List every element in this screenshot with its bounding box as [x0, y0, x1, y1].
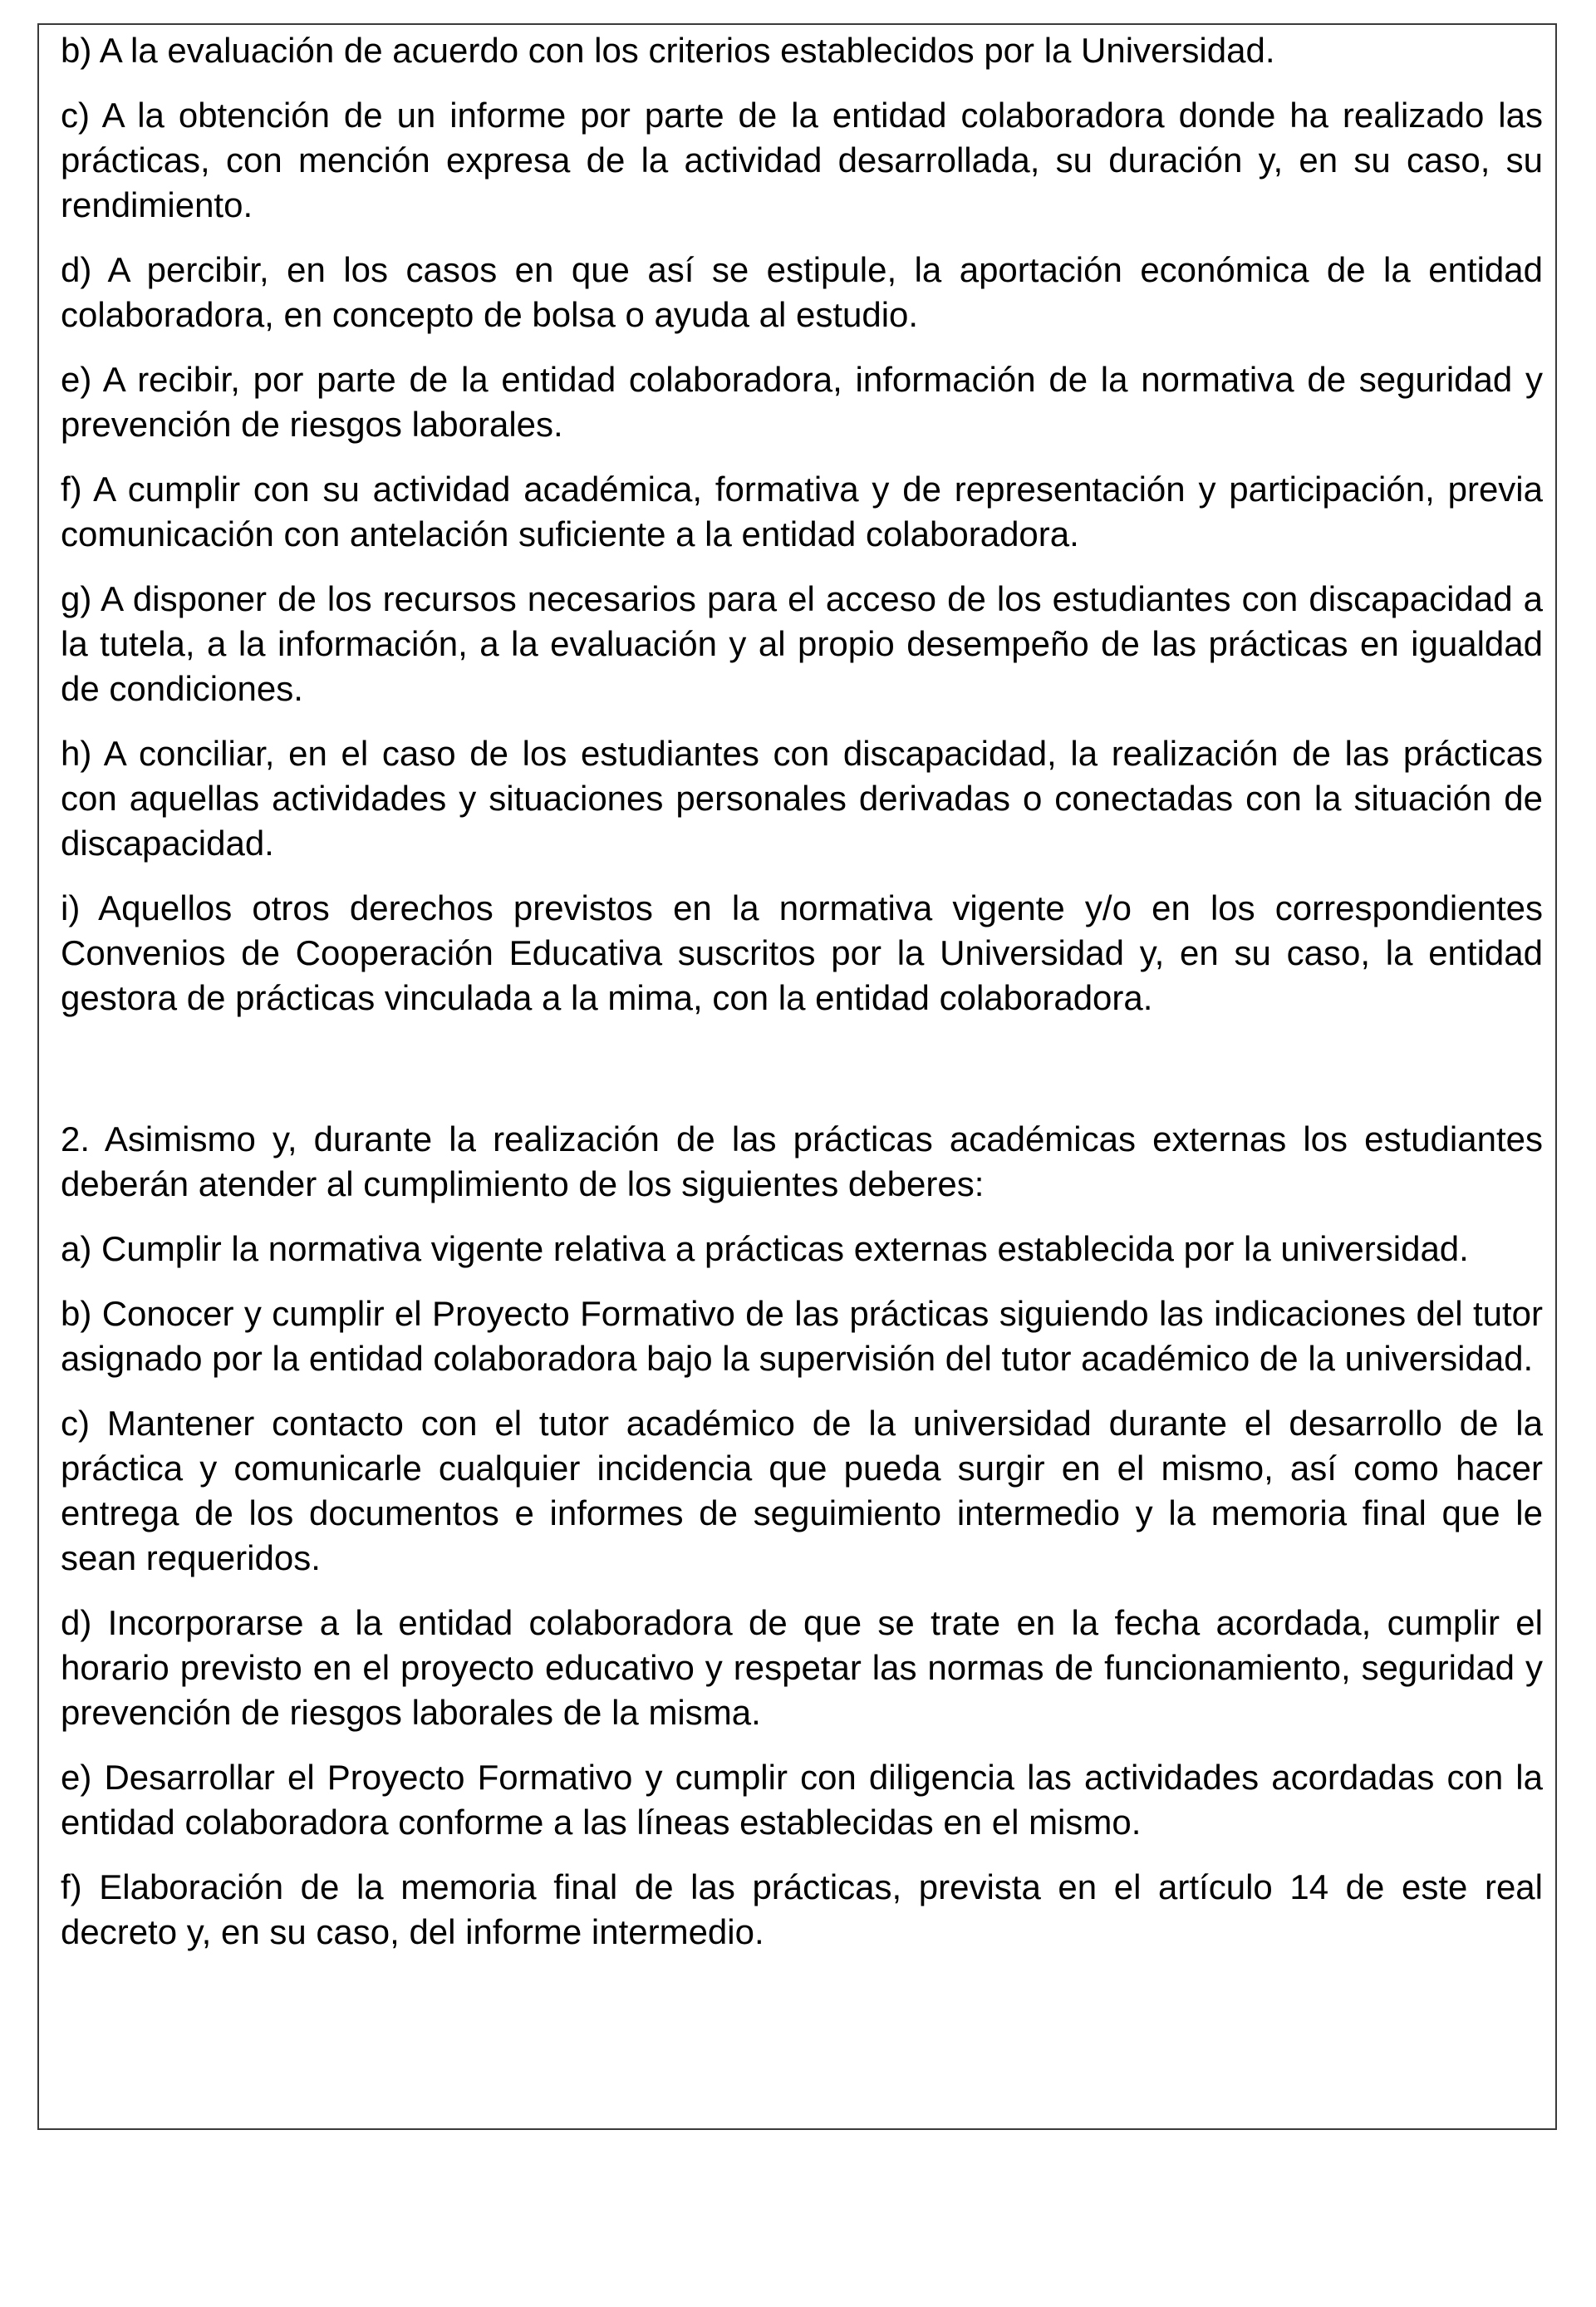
- right-item-f: f) A cumplir con su actividad académica, formativa y de representación y participación, previa comunicación con antelación suficiente a la entidad colaboradora.: [61, 470, 1543, 553]
- duty-item-c: c) Mantener contacto con el tutor académico de la universidad durante el desarrollo de la práctica y comunicarle cualquier incidencia que pueda surgir en el mismo, así como hacer entrega de los documentos e informes de seguimiento intermedio y la memoria final que le sean requeridos.: [61, 1404, 1543, 1577]
- section-spacer: [61, 1040, 1543, 1117]
- right-item-d: d) A percibir, en los casos en que así se estipule, la aportación económica de la entidad colaboradora, en concepto de bolsa o ayuda al estudio.: [61, 250, 1543, 334]
- duty-item-f: f) Elaboración de la memoria final de las prácticas, prevista en el artículo 14 de este real decreto y, en su caso, del informe intermedio.: [61, 1867, 1543, 1951]
- duty-item-d: d) Incorporarse a la entidad colaboradora de que se trate en la fecha acordada, cumplir el horario previsto en el proyecto educativo y respetar las normas de funcionamiento, seguridad y prevención de riesgos laborales de la misma.: [61, 1603, 1543, 1732]
- right-item-g: g) A disponer de los recursos necesarios para el acceso de los estudiantes con discapacidad a la tutela, a la información, a la evaluación y al propio desempeño de las prácticas en igualdad de condiciones.: [61, 579, 1543, 708]
- document-frame: [37, 23, 1557, 2130]
- right-item-b: b) A la evaluación de acuerdo con los criterios establecidos por la Universidad.: [61, 31, 1275, 70]
- right-item-e: e) A recibir, por parte de la entidad colaboradora, información de la normativa de seguridad y prevención de riesgos laborales.: [61, 360, 1543, 444]
- duty-item-a: a) Cumplir la normativa vigente relativa a prácticas externas establecida por la universidad.: [61, 1229, 1469, 1268]
- right-item-i: i) Aquellos otros derechos previstos en la normativa vigente y/o en los correspondientes Convenios de Cooperación Educativa suscritos por la Universidad y, en su caso, la entidad gestora de prácticas vinculada a la mima, con la entidad colaboradora.: [61, 888, 1543, 1017]
- duties-intro: 2. Asimismo y, durante la realización de las prácticas académicas externas los estudiantes deberán atender al cumplimiento de los siguientes deberes:: [61, 1119, 1543, 1203]
- right-item-c: c) A la obtención de un informe por parte de la entidad colaboradora donde ha realizado las prácticas, con mención expresa de la actividad desarrollada, su duración y, en su caso, su rendimiento.: [61, 96, 1543, 224]
- duty-item-b: b) Conocer y cumplir el Proyecto Formativo de las prácticas siguiendo las indicaciones del tutor asignado por la entidad colaboradora bajo la supervisión del tutor académico de la universidad.: [61, 1294, 1543, 1378]
- duty-item-e: e) Desarrollar el Proyecto Formativo y cumplir con diligencia las actividades acordadas con la entidad colaboradora conforme a las líneas establecidas en el mismo.: [61, 1758, 1543, 1842]
- right-item-h: h) A conciliar, en el caso de los estudiantes con discapacidad, la realización de las prácticas con aquellas actividades y situaciones personales derivadas o conectadas con la situación de discapacidad.: [61, 734, 1543, 863]
